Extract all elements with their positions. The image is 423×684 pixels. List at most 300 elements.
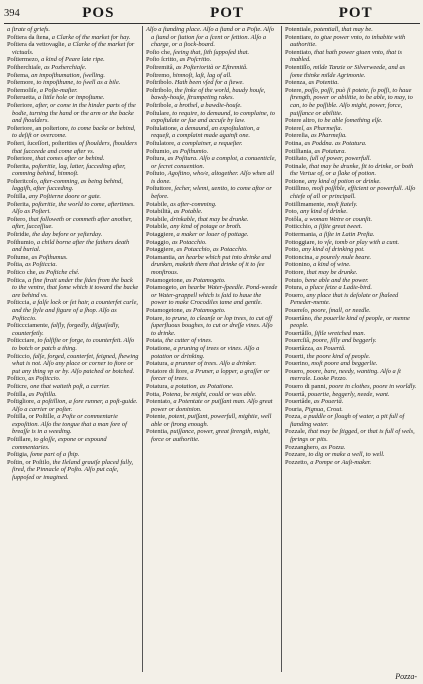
dictionary-entry: [285, 117, 417, 125]
entry-headword: Potaggiere,: [146, 246, 175, 254]
dictionary-entry: [285, 201, 417, 209]
entry-headword: Potuto,: [285, 276, 304, 284]
dictionary-entry: [7, 277, 139, 300]
dictionary-entry: [285, 49, 417, 64]
entry-headword: Potiſſimo,: [285, 185, 311, 193]
entry-headword: Poſtulare,: [146, 109, 171, 117]
entry-definition: Alſo a ſtanding place. Alſo a ſtand or a Poſte. Alſo a ſtand or ſtation ſor a ſcent or ſettion. Alſo a charge, or a ſtock-board.: [146, 26, 274, 49]
dictionary-entry: [7, 87, 139, 95]
entry-definition: puiſſance, power, great ſtrength, might, force or authoritie.: [151, 428, 270, 444]
entry-headword: Poſteri, ſuceſſori, poſterities: [7, 139, 78, 147]
entry-definition: after-comming, as being behind, laggiſh, after ſucceding.: [12, 177, 123, 193]
entry-headword: Pouria,: [285, 405, 304, 413]
entry-definition: as Poſteriorità or Eſtremitâ.: [175, 63, 248, 71]
entry-definition: as Poſcritto.: [179, 56, 212, 64]
dictionary-entry: [285, 284, 417, 292]
dictionary-entry: [146, 87, 278, 102]
dictionary-entry: [146, 239, 278, 247]
dictionary-entry: [146, 148, 278, 156]
entry-definition: poſteritie, the world to come, aftertimes. Alſo as Poſteri.: [12, 200, 135, 216]
entry-headword: Pouertâde,: [285, 398, 313, 406]
entry-headword: Pouerino,: [285, 360, 310, 368]
dictionary-entry: [285, 239, 417, 247]
entry-definition: moſt ſtately.: [327, 200, 358, 208]
dictionary-entry: [146, 284, 278, 307]
entry-definition: as Poſtiche ché.: [38, 269, 80, 276]
entry-headword: Poſtherchiaſe,: [7, 63, 43, 71]
entry-definition: as Poſticcio.: [28, 375, 61, 383]
entry-headword: Potenza,: [285, 79, 307, 87]
entry-definition: milde Tanzie or Silverweede, and as ſome thinke milde Agrimonie.: [290, 63, 406, 79]
entry-definition: as Pouertâ.: [313, 398, 344, 406]
entry-definition: a falſe lock or ſet hair, a counterfet curle, and the ſtyle and figure of a ſhop. Alſo as Poſticcio.: [12, 299, 139, 322]
entry-headword: Poſtribole,: [146, 101, 173, 109]
entry-definition: potent, puiſſant, powerfull, mightie, well able or ſtrong enough.: [151, 413, 272, 428]
entry-headword: Potôla,: [285, 215, 303, 223]
entry-definition: one that waiteth poſt, a carrier.: [30, 382, 110, 390]
header-rule: [4, 23, 420, 24]
entry-definition: as Potatura.: [314, 147, 347, 155]
dictionary-entry: [146, 49, 278, 57]
entry-definition: poſteritie, lag, latter, ſucceding after, comming behind, hinmoſt.: [12, 162, 126, 178]
entry-definition: pouertie, beggerly, neede, want.: [307, 390, 390, 398]
entry-headword: Poſteriore,: [7, 101, 34, 109]
dictionary-entry: [7, 72, 139, 80]
entry-headword: Poſticre,: [7, 382, 29, 390]
entry-headword: Potamantia,: [146, 253, 177, 261]
entry-headword: Poſtremo,: [146, 71, 172, 79]
entry-headword: Pouertâno,: [285, 314, 313, 322]
entry-headword: Poſto ſcritto,: [146, 56, 178, 64]
dictionary-entry: [146, 216, 278, 224]
dictionary-entry: [146, 413, 278, 428]
entry-headword: Potaggiere,: [146, 231, 175, 239]
dictionary-entry: [285, 459, 417, 467]
entry-headword: Poſticcia,: [7, 299, 31, 307]
entry-definition: a pruning of trees or vines. Alſo a potation or drinking.: [151, 344, 260, 360]
entry-definition: a kind of Peare late ripe.: [41, 56, 105, 64]
running-head-right: POT: [338, 5, 373, 21]
entry-headword: Potare,: [146, 314, 164, 322]
entry-definition: poore, bare, needy, wanting. Alſo a ſt merrale. Looke Pezzo.: [290, 367, 401, 383]
dictionary-entry: [285, 360, 417, 368]
entry-definition: to vſe, tomb or play with a cunt.: [317, 238, 400, 246]
entry-headword: Potata,: [146, 337, 164, 345]
dictionary-entry: [146, 391, 278, 399]
dictionary-entry: [285, 208, 417, 216]
entry-headword: Poſtumio,: [146, 147, 172, 155]
dictionary-entry: [285, 223, 417, 231]
entry-headword: Poſtigia,: [7, 451, 29, 459]
entry-headword: Potentato,: [146, 398, 172, 406]
dictionary-entry: [7, 79, 139, 87]
column-3: [281, 26, 420, 672]
dictionary-entry: [7, 163, 139, 178]
dictionary-entry: [7, 391, 139, 399]
dictionary-entry: [146, 56, 278, 64]
entry-headword: Pottermania,: [285, 231, 318, 239]
entry-definition: as Potentia.: [308, 79, 339, 87]
dictionary-entry: [285, 307, 417, 315]
entry-definition: ſiſtle wretched man.: [314, 329, 366, 337]
entry-definition: hinmoſt, laſt, lag of all.: [172, 71, 232, 79]
dictionary-entry: [285, 368, 417, 383]
entry-definition: after, or come in the hinder parts of the bodie, turning the hand or the arm or the backe and ſhoulders.: [12, 101, 136, 125]
entry-definition: potentiall, that may be.: [313, 26, 373, 33]
entry-headword: Poſtilla, or Poſtille,: [7, 413, 56, 421]
entry-headword: Poſticciare,: [7, 337, 36, 345]
entry-definition: an hearbe Water-ſpeedle. Pond-weede or Water-grappell which is ſaid to haue the power to make Crocodiles tame and gentle.: [151, 284, 278, 307]
entry-definition: as Pozherchiaſe.: [43, 63, 87, 71]
entry-headword: Poſteriore, an poſteriore,: [7, 124, 70, 132]
entry-headword: Poſteritcoſo,: [7, 177, 39, 185]
entry-headword: Poſtiermezo,: [7, 56, 40, 64]
dictionary-entry: [146, 307, 278, 315]
dictionary-entry: [7, 125, 139, 140]
dictionary-entry: [285, 246, 417, 254]
dictionary-entry: [285, 292, 417, 307]
entry-headword: Poſtemoſiſe,: [7, 86, 39, 94]
dictionary-entry: [146, 337, 278, 345]
entry-definition: any kind of drinke.: [299, 208, 348, 216]
entry-headword: Poſtume,: [7, 253, 30, 261]
entry-headword: Pottoggiare,: [285, 238, 317, 246]
dictionary-entry: [7, 94, 139, 102]
entry-definition: an impoſthumation, ſwelling.: [31, 71, 106, 79]
entry-headword: Potente,: [146, 413, 167, 421]
dictionary-entry: [7, 261, 139, 269]
entry-headword: Pouertâ,: [285, 390, 307, 398]
dictionary-entry: [7, 254, 139, 262]
entry-headword: Potabilità,: [146, 208, 173, 216]
dictionary-entry: [7, 413, 139, 436]
entry-headword: Potatore di ſtore,: [146, 367, 189, 375]
dictionary-entry: [7, 64, 139, 72]
entry-headword: Potentiare,: [285, 33, 313, 41]
entry-definition: drinkable, that may be drunke.: [170, 215, 249, 223]
entry-headword: Poſtridie,: [7, 231, 31, 239]
entry-headword: Poſteriore,: [7, 155, 34, 163]
dictionary-entry: [146, 246, 278, 254]
entry-definition: to come backe or behind, to deſiſt or overcome.: [12, 124, 136, 140]
entry-headword: Potatura,: [146, 382, 169, 390]
entry-headword: Potere,: [285, 86, 303, 94]
entry-definition: as Poſitura. Alſo a complot, a conuenticle, or ſecret conuention.: [151, 155, 277, 170]
entry-definition: as Potacchio.: [171, 238, 207, 246]
dictionary-entry: [285, 383, 417, 391]
entry-headword: Pozzetto,: [285, 458, 309, 466]
entry-headword: Potatione,: [146, 344, 172, 352]
entry-definition: moſt poſſible, efficient or powerfull. Alſo chiefe of all or principall.: [290, 185, 416, 201]
dictionary-entry: [7, 375, 139, 383]
dictionary-entry: [285, 216, 417, 224]
entry-definition: to gloſſe, expone or expound commentaries.: [12, 436, 107, 451]
entry-definition: as Poſthumio.: [172, 147, 209, 155]
entry-definition: as Potable.: [173, 208, 203, 216]
dictionary-entry: [7, 451, 139, 459]
dictionary-entry: [7, 34, 139, 42]
dictionary-entry: [285, 353, 417, 361]
entry-definition: poore, ſmall, or needle.: [310, 306, 371, 314]
entry-headword: Poſticcciamente,: [7, 322, 50, 330]
entry-definition: that may be ſtigged, or that is full of wels, ſprings or pits.: [290, 428, 415, 444]
entry-definition: poſſo, poſſi, può ſi potete, ſo poſſi, to haue ſtrength, power or abilitie, to be able, to may, to can, to be poſſible. Alſo might, power, force, puiſſance or abilitie.: [290, 86, 413, 117]
entry-headword: Pouero,: [285, 367, 305, 375]
entry-headword: Poſtulatore,: [146, 139, 176, 147]
entry-headword: Pouereſo,: [285, 306, 310, 314]
entry-definition: poore, ſilly and beggerly.: [312, 337, 377, 345]
entry-definition: as Potamogeto.: [185, 276, 226, 284]
dictionary-entry: [146, 155, 278, 170]
dictionary-entry: [7, 436, 139, 451]
entry-definition: a Pompe or Auſt-maker.: [310, 458, 372, 466]
entry-definition: a Poſte or commentarie expoſition. Alſo the tongue that a man ſore of breaſſe is in a weeding.: [12, 413, 127, 436]
dictionary-entry: [146, 277, 278, 285]
dictionary-entry: [285, 406, 417, 414]
entry-headword: Poſtuttore,: [146, 185, 173, 193]
entry-headword: Potatura,: [146, 360, 169, 368]
entry-definition: that may be drunke, fit to drinke, or both the Vertue of, or a ſlake of potion.: [290, 162, 414, 178]
entry-headword: Pozza,: [285, 413, 302, 421]
entry-headword: Potamogetone,: [146, 306, 185, 314]
entry-definition: to prune, to cleanſe or lop trees, to cut off ſuperfluous boughes, to cut or dreſſe vines. Alſo to drinke.: [151, 314, 273, 337]
dictionary-entry: [7, 337, 139, 352]
entry-definition: as Poddna. as Potatura.: [304, 139, 367, 147]
entry-definition: a woman Wetre or counſit.: [304, 215, 373, 223]
entry-definition: as Poſtilla.: [28, 390, 57, 398]
entry-headword: Poſtilla,: [7, 390, 28, 398]
dictionary-entry: [146, 254, 278, 277]
entry-definition: that may be drunke.: [306, 269, 358, 276]
dictionary-entry: [285, 444, 417, 452]
entry-headword: Potereſia,: [285, 132, 310, 140]
dictionary-entry: [146, 185, 278, 200]
entry-definition: moſt poore and beggerlie.: [311, 360, 378, 368]
dictionary-entry: [146, 428, 278, 443]
dictionary-entry: [7, 193, 139, 201]
entry-definition: a pluce ſeize a Ladie-bird.: [304, 284, 372, 292]
entry-headword: Poſtico,: [7, 375, 27, 383]
entry-headword: Pouero,: [285, 291, 305, 299]
entry-headword: Potentiſſo,: [285, 63, 312, 71]
dictionary-entry: [285, 185, 417, 200]
entry-definition: ſome part of a ſhip.: [30, 451, 80, 459]
dictionary-entry: [285, 87, 417, 117]
dictionary-entry: [285, 79, 417, 87]
page-number: 394: [4, 8, 20, 19]
dictionary-entry: [7, 322, 139, 337]
entry-definition: ſull of power, powerfull.: [309, 155, 372, 163]
entry-definition: Potena, be might, could or was able.: [162, 390, 257, 398]
entry-headword: Potinale,: [285, 162, 308, 170]
entry-headword: Pouerti,: [285, 352, 306, 360]
entry-definition: any Poſtierne doore or gate.: [28, 193, 102, 201]
entry-headword: Poſtero,: [7, 215, 28, 223]
entry-headword: Poto,: [285, 208, 299, 216]
entry-definition: any kind of potage or broth.: [170, 223, 242, 231]
entry-headword: Potticchio,: [285, 223, 313, 231]
entry-definition: the pouerlie kind of people, or menne people.: [290, 314, 410, 330]
entry-definition: a Clarke of the market for victuals.: [12, 41, 135, 56]
entry-headword: Poſtin, or Poſtilo,: [7, 458, 52, 466]
column-1: [4, 26, 142, 672]
entry-headword: Potamogeto,: [146, 284, 179, 292]
entry-definition: to impoſthume, to ſwell as a bile.: [36, 79, 121, 87]
entry-definition: a Potentate or puiſſant man. Alſo great power or dominion.: [151, 398, 273, 413]
entry-definition: a maker or louer of pottage.: [176, 231, 249, 239]
entry-definition: ſecher, wlemi, uenito, to come aftor or before.: [151, 185, 272, 201]
entry-definition: a brothel, a bawdie-houſe.: [174, 101, 242, 109]
entry-headword: Poſthumio,: [7, 238, 36, 246]
entry-headword: Potabile,: [146, 215, 169, 223]
dictionary-entry: [7, 231, 139, 239]
entry-definition: any kind of potion or drinke.: [307, 177, 381, 185]
entry-headword: Pouero di panni,: [285, 382, 328, 390]
entry-headword: Potta,: [146, 390, 161, 398]
entry-headword: Poſtia,: [7, 261, 24, 269]
entry-headword: Potentia,: [146, 428, 169, 436]
entry-definition: of ſhoulders, ſhoulders that ſucceede and come after vs.: [12, 139, 137, 155]
entry-definition: a fine ſtrait under the ſides from the back to the ventre, that ſome which it toward the backe are behind vs.: [12, 276, 139, 299]
entry-headword: Poſtribolo,: [146, 86, 174, 94]
entry-definition: as Pouertâ.: [316, 344, 346, 352]
entry-headword: Poſtemore,: [7, 79, 35, 87]
entry-definition: the poore kind of people.: [306, 352, 371, 360]
entry-definition: a Pruner, a lopper, a graſſer or forcer of trees.: [151, 367, 270, 383]
running-head-left: POS: [82, 5, 115, 21]
dictionary-entry: [7, 459, 139, 482]
columns: [4, 26, 420, 672]
entry-headword: Potentiato,: [285, 48, 313, 56]
dictionary-entry: [285, 148, 417, 156]
dictionary-entry: [285, 315, 417, 330]
entry-definition: the cutter of vines.: [165, 337, 213, 345]
dictionary-entry: [285, 451, 417, 459]
dictionary-entry: [285, 428, 417, 443]
dictionary-entry: [285, 64, 417, 79]
dictionary-entry: [285, 391, 417, 399]
entry-definition: a poſtillion, a ſore runner, a poſt-guide. Alſo a carrier or poſter.: [12, 398, 138, 413]
entry-definition: a ſiſte in Latin Preſta.: [319, 231, 375, 239]
entry-definition: as Pharmeſia.: [310, 132, 347, 140]
entry-headword: Poſterita,: [7, 162, 31, 170]
entry-definition: as after-comming.: [170, 200, 217, 208]
dictionary-entry: [146, 315, 278, 338]
entry-headword: Potina,: [285, 139, 303, 147]
dictionary-entry: [285, 140, 417, 148]
dictionary-entry: [146, 140, 278, 148]
entry-definition: to falſifie or forge, to counterfeit. Alſo to botch or patch a thing.: [12, 337, 135, 352]
entry-headword: Pouertâſſo,: [285, 329, 313, 337]
entry-definition: as Pharmeſia.: [306, 124, 343, 132]
entry-headword: Potione,: [285, 177, 307, 185]
entry-definition: Hath been vſed for a ſtewe.: [174, 79, 244, 87]
entry-headword: Potiſtato,: [285, 155, 309, 163]
dictionary-entry: [285, 345, 417, 353]
entry-definition: as Potamogeto.: [185, 306, 226, 314]
entry-definition: a little hole or impoſtume.: [37, 94, 105, 102]
dictionary-entry: [146, 26, 278, 49]
entry-headword: Potiſſtania,: [285, 147, 313, 155]
dictionary-entry: [285, 269, 417, 277]
dictionary-entry: [146, 79, 278, 87]
dictionary-entry: [285, 34, 417, 49]
entry-definition: an hearbe which put into drinke and drunken, maketh them that drinke of it to ſee monſtrous.: [151, 253, 271, 276]
entry-headword: Poſtiera da vettovaglie,: [7, 41, 67, 49]
dictionary-entry: [146, 398, 278, 413]
entry-definition: that hath power giuen vnto, that is inabled.: [290, 48, 402, 64]
entry-definition: ſeeing that, ſith ſuppoſed that.: [173, 48, 250, 56]
entry-definition: as Pozza.: [321, 443, 346, 451]
entry-headword: Poſtilla,: [7, 193, 28, 201]
entry-definition: a child borne after the fathers death and burial.: [12, 238, 130, 254]
entry-definition: a ſtrate of griefs.: [7, 26, 50, 33]
dictionary-entry: [285, 125, 417, 133]
entry-definition: a complainer, a requeſter.: [177, 139, 243, 147]
dictionary-entry: [285, 277, 417, 285]
entry-definition: poore in clothes, poore in worldly.: [328, 382, 417, 390]
entry-headword: Pottonino,: [285, 261, 312, 269]
entry-headword: Pottore,: [285, 269, 306, 276]
entry-headword: Poſto che,: [146, 48, 172, 56]
entry-definition: falſly, forgedly, diſguiſedly, counterfetly.: [12, 322, 120, 337]
dictionary-entry: [285, 132, 417, 140]
entry-definition: to dig or make a well, to well.: [308, 451, 385, 459]
dictionary-entry: [7, 269, 139, 277]
entry-definition: Agoſtino, who/e, altogether. Alſo when all is done.: [151, 170, 275, 185]
entry-definition: that comes after or behind.: [35, 155, 105, 163]
dictionary-entry: [285, 155, 417, 163]
dictionary-entry: [7, 216, 139, 231]
entry-headword: Pozzale,: [285, 428, 307, 436]
dictionary-entry: [285, 26, 417, 34]
dictionary-entry: [146, 201, 278, 209]
entry-definition: the day before or yeſterday.: [32, 231, 103, 239]
dictionary-entry: [146, 368, 278, 383]
entry-headword: Pottoncina,: [285, 253, 314, 261]
entry-definition: a puddle or ſlough of water, a pit full of ſtanding water.: [290, 413, 405, 428]
entry-headword: Potura,: [285, 284, 304, 292]
dictionary-entry: [146, 345, 278, 360]
entry-headword: Potabile,: [146, 223, 169, 231]
entry-definition: a Clarke of the market for hay.: [51, 33, 131, 41]
entry-headword: Poſtiera da ſtena,: [7, 33, 51, 41]
dictionary-entry: [285, 337, 417, 345]
entry-headword: Potereſ,: [285, 124, 305, 132]
entry-headword: Poſteruetta,: [7, 94, 37, 102]
entry-definition: to require, to demaund, to complaine, to expoſtulate or ſue and accuſe by law.: [151, 109, 275, 125]
dictionary-entry: [285, 163, 417, 178]
dictionary-entry: [7, 140, 139, 155]
entry-headword: Poſtigliore,: [7, 398, 36, 406]
dictionary-entry: [7, 26, 139, 34]
entry-definition: to be able ſomething elſe.: [317, 117, 383, 125]
dictionary-entry: [285, 398, 417, 406]
entry-definition: as Potacchio, as Potacchio.: [176, 246, 248, 254]
entry-definition: a potation, as Potatione.: [170, 382, 234, 390]
dictionary-entry: [7, 178, 139, 193]
column-2: [142, 26, 281, 672]
entry-headword: Poſterita,: [7, 200, 31, 208]
dictionary-entry: [7, 102, 139, 125]
dictionary-entry: [146, 64, 278, 72]
dictionary-entry: [146, 170, 278, 185]
entry-definition: falſe, forged, counterfet, feigned, ſhewing what is not. Alſo any place or corner to ſtore or put any thing vp or by. Alſo patched or botched.: [12, 352, 139, 375]
entry-definition: that followeth or commeth after another, after, ſucceſſiue.: [12, 215, 132, 231]
page-header: [4, 0, 420, 22]
dictionary-entry: [7, 383, 139, 391]
dictionary-entry: [146, 72, 278, 80]
